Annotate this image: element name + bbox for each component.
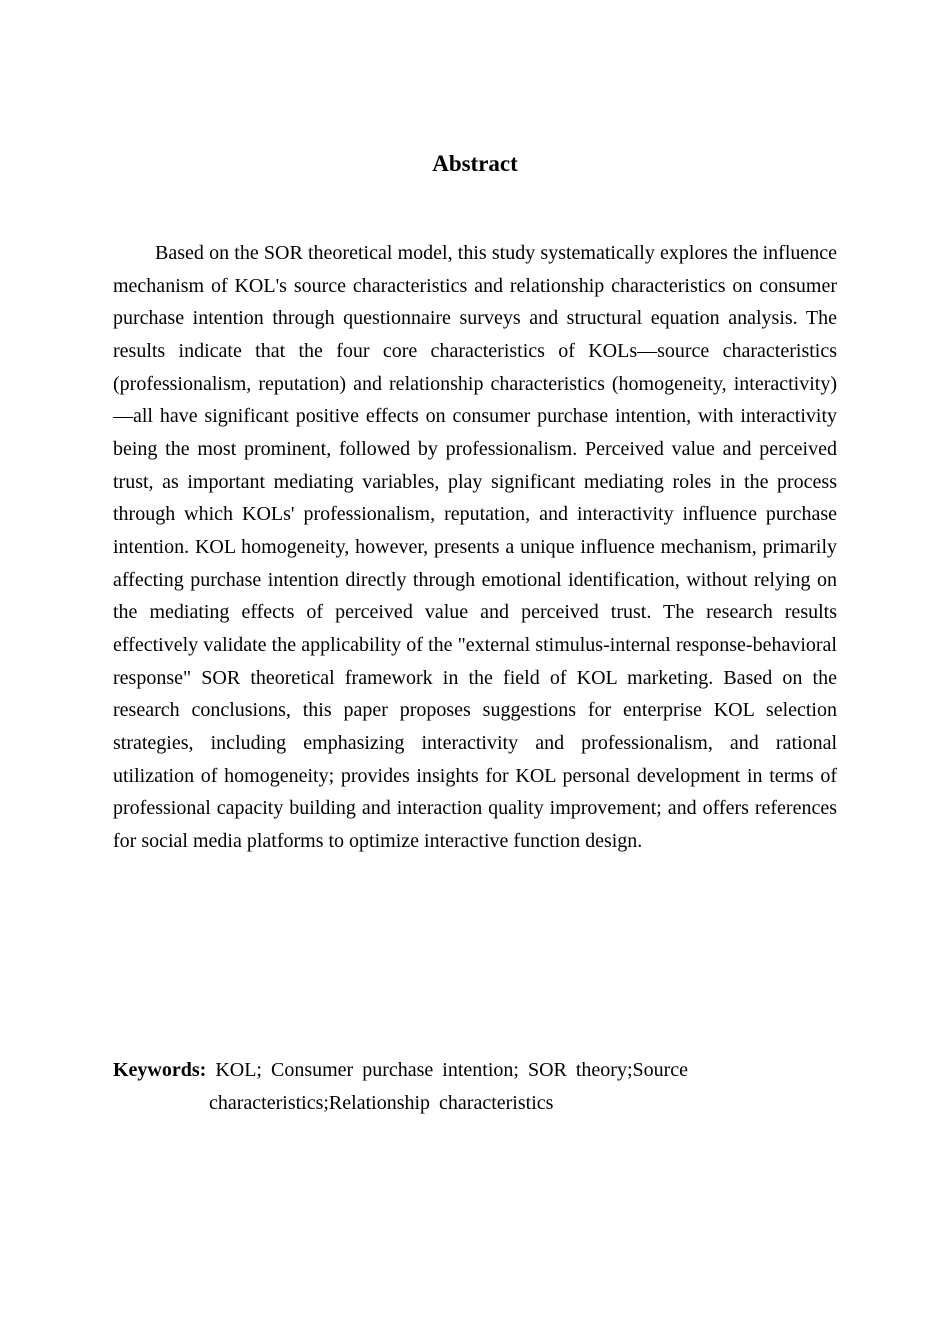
keywords-text-1: KOL; Consumer purchase intention; SOR theory;Source <box>215 1059 689 1081</box>
abstract-body: Based on the SOR theoretical model, this study systematically explores the influence mechanism of KOL's source characteristics and relationship characteristics on consumer purchase intention through questionnaire surveys and structural equation analysis. The results indicate that the four core characteristics of KOLs—source characteristics (professionalism, reputation) and relationship characteristics (homogeneity, interactivity)—all have significant positive effects on consumer purchase intention, with interactivity being the most prominent, followed by professionalism. Perceived value and perceived trust, as important mediating variables, play significant mediating roles in the process through which KOLs' professionalism, reputation, and interactivity influence purchase intention. KOL homogeneity, however, presents a unique influence mechanism, primarily affecting purchase intention directly through emotional identification, without relying on the mediating effects of perceived value and perceived trust. The research results effectively validate the applicability of the "external stimulus-internal response-behavioral response" SOR theoretical framework in the field of KOL marketing. Based on the research conclusions, this paper proposes suggestions for enterprise KOL selection strategies, including emphasizing interactivity and professionalism, and rational utilization of homogeneity; provides insights for KOL personal development in terms of professional capacity building and interaction quality improvement; and offers references for social media platforms to optimize interactive function design. <box>113 242 837 852</box>
keywords-section <box>113 1054 773 1120</box>
abstract-title: Abstract <box>432 151 518 176</box>
keywords-text-2: characteristics;Relationship characteristics <box>209 1092 554 1114</box>
keywords-line-1 <box>113 1054 773 1087</box>
keywords-label: Keywords: <box>113 1059 207 1081</box>
